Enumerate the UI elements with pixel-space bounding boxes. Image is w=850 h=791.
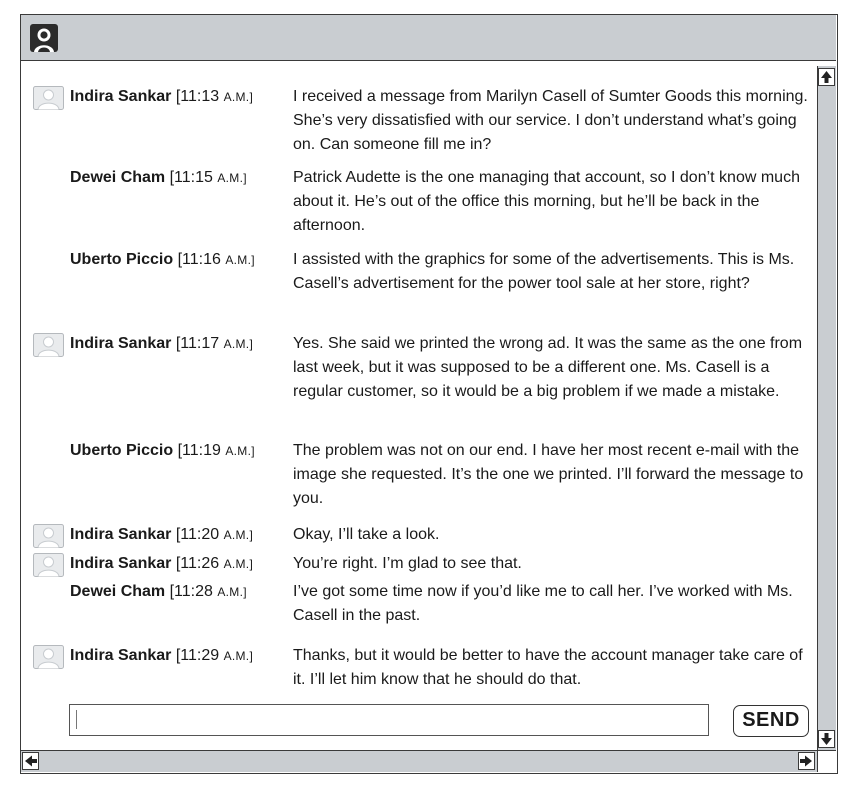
sender-label — [70, 644, 253, 668]
timestamp: [11:29 — [175, 647, 220, 664]
scroll-down-button[interactable] — [818, 730, 835, 748]
arrow-down-icon — [819, 731, 834, 747]
scroll-up-button[interactable] — [818, 68, 835, 86]
avatar-icon — [33, 645, 64, 669]
sender-label — [70, 580, 247, 604]
horizontal-scrollbar[interactable] — [21, 750, 817, 772]
arrow-left-icon — [23, 753, 38, 769]
message-text: Okay, I’ll take a look. — [293, 526, 440, 543]
sender-name: Indira Sankar — [70, 335, 172, 352]
sender-label — [70, 332, 253, 356]
sender-label — [70, 552, 253, 576]
scrollbar-corner — [817, 750, 836, 772]
message-text: Yes. She said we printed the wrong ad. It was the same as the one from last week, but it was supposed to be a different one. Ms. Casell is a regular customer, so it would be a big problem if we made a mistake. — [293, 335, 803, 400]
message-text: I assisted with the graphics for some of the advertisements. This is Ms. Casell’s advertisement for the power tool sale at her store, right? — [293, 251, 795, 292]
timestamp: [11:16 — [177, 251, 221, 268]
avatar-icon — [33, 86, 64, 110]
send-button[interactable]: SEND — [733, 705, 809, 737]
timestamp-meridiem: A.M.] — [225, 444, 255, 458]
sender-name: Indira Sankar — [70, 526, 172, 543]
sender-label — [70, 248, 255, 272]
avatar-icon — [33, 333, 64, 357]
timestamp-meridiem: A.M.] — [217, 585, 247, 599]
timestamp: [11:20 — [175, 526, 220, 543]
arrow-up-icon — [819, 69, 834, 85]
sender-label — [70, 85, 253, 109]
timestamp: [11:17 — [175, 335, 220, 352]
timestamp-meridiem: A.M.] — [223, 557, 254, 571]
timestamp: [11:28 — [169, 583, 213, 600]
scroll-right-button[interactable] — [798, 752, 815, 770]
message-text: Patrick Audette is the one managing that account, so I don’t know much about it. He’s out of the office this morning, but he’ll be back in the afternoon. — [293, 169, 800, 234]
message-text: You’re right. I’m glad to see that. — [293, 555, 522, 572]
vertical-scrollbar[interactable] — [817, 66, 836, 750]
sender-name: Indira Sankar — [70, 647, 172, 664]
sender-name: Uberto Piccio — [70, 442, 174, 459]
sender-name: Dewei Cham — [70, 169, 166, 186]
chat-window — [20, 14, 838, 774]
timestamp: [11:13 — [175, 88, 220, 105]
message-list — [21, 68, 817, 698]
sender-name: Uberto Piccio — [70, 251, 174, 268]
sender-name: Dewei Cham — [70, 583, 166, 600]
timestamp-meridiem: A.M.] — [217, 171, 247, 185]
timestamp-meridiem: A.M.] — [225, 253, 255, 267]
timestamp-meridiem: A.M.] — [223, 528, 254, 542]
message-text: The problem was not on our end. I have her most recent e-mail with the image she requested. It’s the one we printed. I’ll forward the message to you. — [293, 442, 804, 507]
sender-label — [70, 166, 247, 190]
message-text: Thanks, but it would be better to have the account manager take care of it. I’ll let him know that he should do that. — [293, 647, 803, 688]
avatar-icon — [33, 553, 64, 577]
message-input[interactable] — [69, 704, 709, 736]
timestamp-meridiem: A.M.] — [223, 337, 254, 351]
timestamp-meridiem: A.M.] — [223, 90, 254, 104]
avatar-icon — [33, 524, 64, 548]
scroll-left-button[interactable] — [22, 752, 39, 770]
sender-label — [70, 439, 255, 463]
message-text: I’ve got some time now if you’d like me to call her. I’ve worked with Ms. Casell in the past. — [293, 583, 793, 624]
user-icon[interactable] — [30, 24, 58, 52]
title-bar — [21, 15, 836, 61]
timestamp: [11:15 — [169, 169, 213, 186]
arrow-right-icon — [799, 753, 814, 769]
timestamp-meridiem: A.M.] — [223, 649, 254, 663]
message-text: I received a message from Marilyn Casell of Sumter Goods this morning. She’s very dissatisfied with our service. I don’t understand what’s going on. Can someone fill me in? — [293, 88, 808, 153]
timestamp: [11:19 — [177, 442, 221, 459]
text-caret — [76, 710, 77, 729]
sender-name: Indira Sankar — [70, 88, 172, 105]
timestamp: [11:26 — [175, 555, 220, 572]
sender-name: Indira Sankar — [70, 555, 172, 572]
sender-label — [70, 523, 253, 547]
